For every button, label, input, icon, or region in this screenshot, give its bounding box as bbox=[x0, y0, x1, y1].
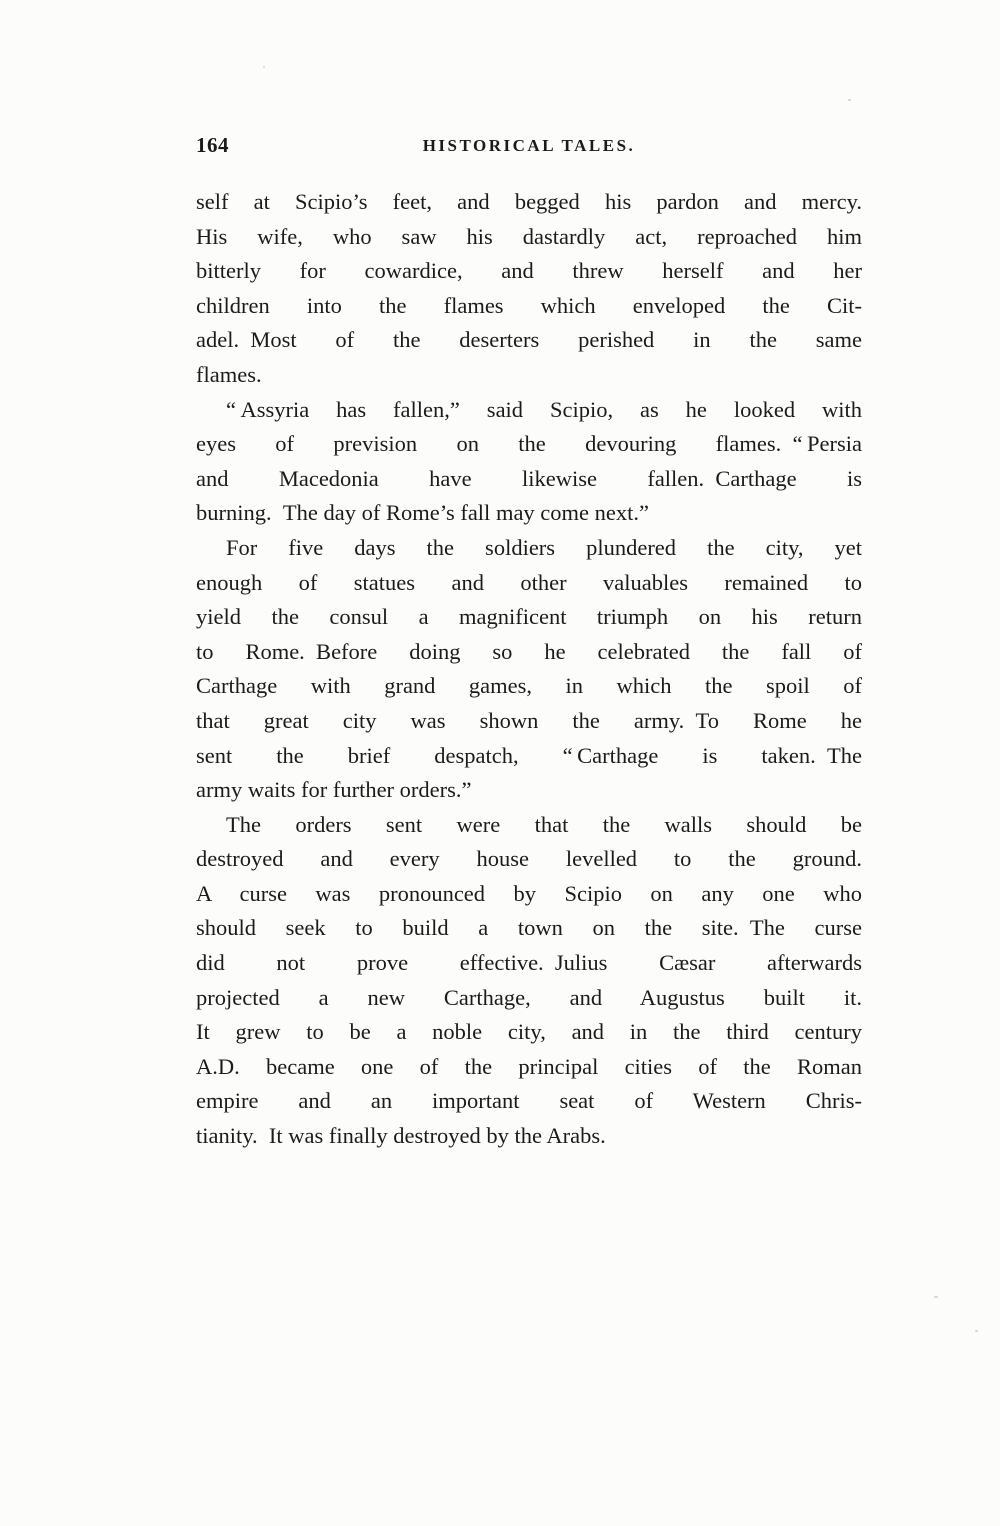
text-line: Carthage with grand games, in which the spoil of bbox=[196, 673, 862, 699]
text-line: projected a new Carthage, and Augustus built it. bbox=[196, 984, 862, 1010]
scan-speck bbox=[848, 99, 851, 101]
page-header bbox=[196, 131, 862, 161]
paragraph bbox=[196, 393, 862, 531]
text-line: For five days the soldiers plundered the city, yet bbox=[226, 534, 862, 560]
text-line: adel. Most of the deserters perished in the same bbox=[196, 327, 862, 353]
text-line: children into the flames which enveloped the Cit- bbox=[196, 292, 862, 318]
page-body bbox=[196, 185, 862, 1154]
text-line: “ Assyria has fallen,” said Scipio, as he looked with bbox=[226, 396, 862, 422]
text-line: army waits for further orders.” bbox=[196, 777, 472, 803]
text-line: yield the consul a magnificent triumph on his return bbox=[196, 604, 862, 630]
text-line: It grew to be a noble city, and in the third century bbox=[196, 1019, 862, 1045]
text-line: A.D. became one of the principal cities of the Roman bbox=[196, 1053, 862, 1079]
text-line: flames. bbox=[196, 361, 262, 387]
page-number: 164 bbox=[196, 133, 229, 157]
text-line: enough of statues and other valuables remained to bbox=[196, 569, 862, 595]
text-line: His wife, who saw his dastardly act, reproached him bbox=[196, 223, 862, 249]
paragraph bbox=[196, 185, 862, 393]
text-line: did not prove effective. Julius Cæsar afterwards bbox=[196, 950, 862, 976]
scan-speck bbox=[934, 1296, 938, 1298]
scan-speck bbox=[263, 66, 265, 68]
text-line: tianity. It was finally destroyed by the Arabs. bbox=[196, 1123, 606, 1149]
text-line: self at Scipio’s feet, and begged his pardon and mercy. bbox=[196, 189, 862, 214]
paragraph bbox=[196, 531, 862, 808]
text-line: should seek to build a town on the site. The curse bbox=[196, 915, 862, 941]
text-line: that great city was shown the army. To Rome he bbox=[196, 707, 862, 733]
text-line: sent the brief despatch, “ Carthage is taken. The bbox=[196, 742, 862, 768]
text-line: destroyed and every house levelled to the ground. bbox=[196, 846, 862, 872]
text-line: eyes of prevision on the devouring flames. “ Persia bbox=[196, 431, 862, 457]
text-line: empire and an important seat of Western Chris- bbox=[196, 1088, 862, 1114]
scan-speck bbox=[975, 1330, 978, 1332]
text-line: bitterly for cowardice, and threw herself and her bbox=[196, 258, 862, 284]
text-line: A curse was pronounced by Scipio on any one who bbox=[196, 880, 862, 906]
text-line: to Rome. Before doing so he celebrated the fall of bbox=[196, 638, 862, 664]
text-line: The orders sent were that the walls should be bbox=[226, 811, 862, 837]
text-line: burning. The day of Rome’s fall may come next.” bbox=[196, 500, 649, 526]
text-line: and Macedonia have likewise fallen. Carthage is bbox=[196, 465, 862, 491]
running-title: HISTORICAL TALES. bbox=[422, 136, 636, 155]
text-block bbox=[196, 131, 862, 1154]
paragraph bbox=[196, 808, 862, 1154]
